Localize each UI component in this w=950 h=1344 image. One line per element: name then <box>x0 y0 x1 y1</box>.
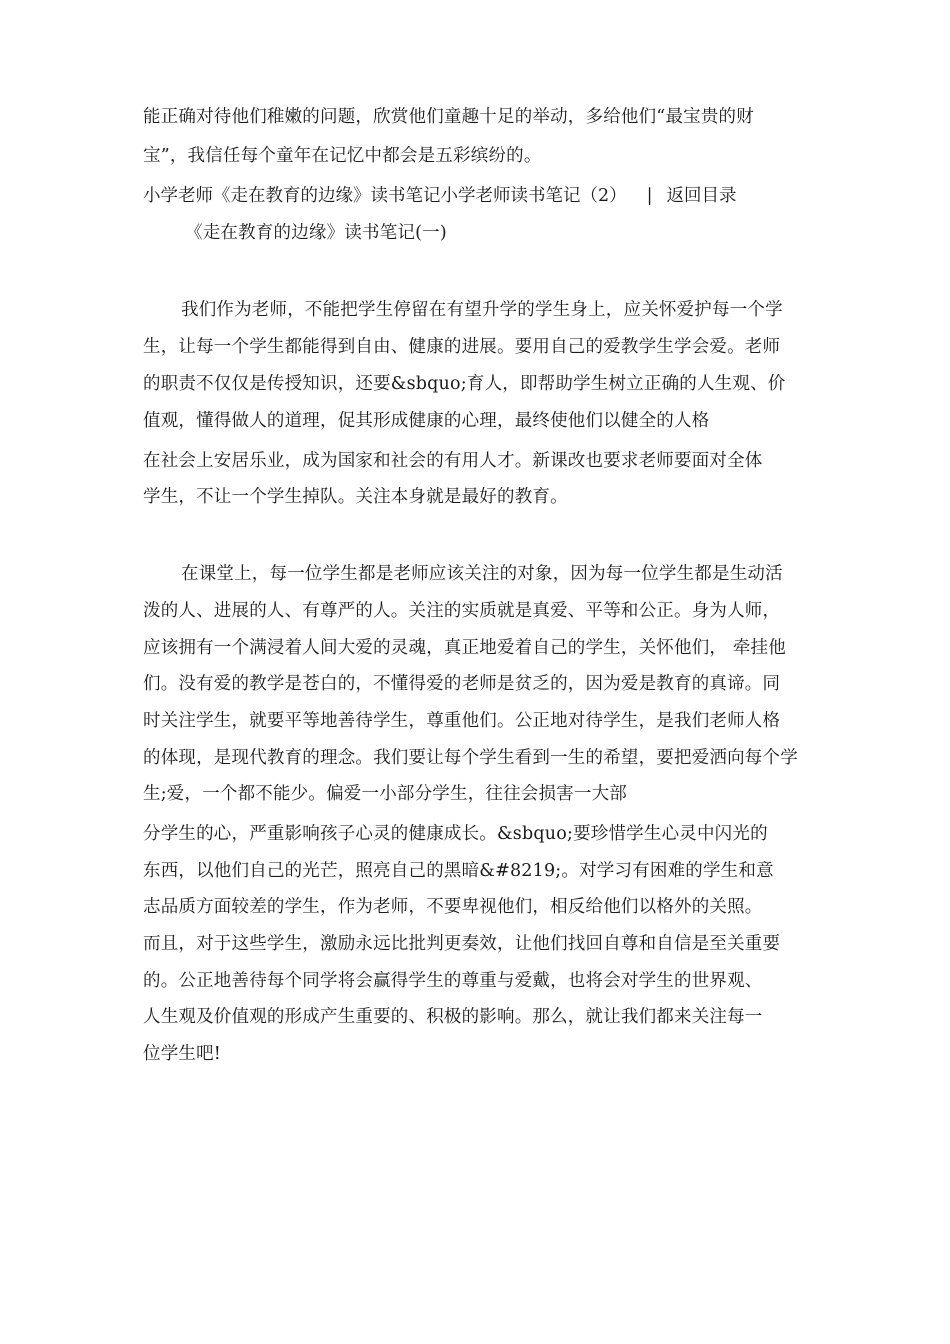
nav-separator: | <box>646 186 653 206</box>
paragraph-1-line: 值观，懂得做人的道理，促其形成健康的心理，最终使他们以健全的人格 <box>143 411 710 431</box>
paragraph-2-line: 应该拥有一个满浸着人间大爱的灵魂，真正地爱着自己的学生，关怀他们， 牵挂他 <box>143 638 786 658</box>
paragraph-2-line: 时关注学生，就要平等地善待学生，尊重他们。公正地对待学生，是我们老师人格 <box>143 711 781 731</box>
paragraph-2-line: 的体现，是现代教育的理念。我们要让每个学生看到一生的希望，要把爱洒向每个学 <box>143 748 798 768</box>
paragraph-2-line: 泼的人、进展的人、有尊严的人。关注的实质就是真爱、平等和公正。身为人师， <box>143 601 781 621</box>
paragraph-2-line: 志品质方面较差的学生，作为老师，不要卑视他们，相反给他们以格外的关照。 <box>143 897 763 917</box>
paragraph-2-line: 在课堂上，每一位学生都是老师应该关注的对象，因为每一位学生都是生动活 <box>181 564 783 584</box>
paragraph-2-line: 而且，对于这些学生，激励永远比批判更奏效，让他们找回自尊和自信是至关重要 <box>143 934 781 954</box>
section-subtitle: 《走在教育的边缘》读书笔记(一) <box>185 223 447 243</box>
article-title: 小学老师《走在教育的边缘》读书笔记小学老师读书笔记（2） <box>143 186 627 206</box>
intro-line-2: 宝”，我信任每个童年在记忆中都会是五彩缤纷的。 <box>143 146 542 166</box>
paragraph-2-line: 们。没有爱的教学是苍白的，不懂得爱的老师是贫乏的，因为爱是教育的真谛。同 <box>143 674 781 694</box>
article-nav <box>143 184 737 208</box>
back-to-toc-link[interactable]: 返回目录 <box>666 186 737 206</box>
paragraph-1-line: 我们作为老师，不能把学生停留在有望升学的学生身上，应关怀爱护每一个学 <box>181 300 783 320</box>
paragraph-2-line: 生;爱，一个都不能少。偏爱一小部分学生，往往会损害一大部 <box>143 784 627 804</box>
paragraph-1-line: 生，让每一个学生都能得到自由、健康的进展。要用自己的爱教学生学会爱。老师 <box>143 337 781 357</box>
intro-line-1: 能正确对待他们稚嫩的问题，欣赏他们童趣十足的举动，多给他们“最宝贵的财 <box>143 107 754 127</box>
paragraph-2-line: 人生观及价值观的形成产生重要的、积极的影响。那么，就让我们都来关注每一 <box>143 1007 763 1027</box>
paragraph-1-line: 学生，不让一个学生掉队。关注本身就是最好的教育。 <box>143 487 568 507</box>
paragraph-2-line: 的。公正地善待每个同学将会赢得学生的尊重与爱戴，也将会对学生的世界观、 <box>143 971 763 991</box>
paragraph-1-line: 的职责不仅仅是传授知识，还要&sbquo;育人，即帮助学生树立正确的人生观、价 <box>143 374 786 394</box>
paragraph-1-line: 在社会上安居乐业，成为国家和社会的有用人才。新课改也要求老师要面对全体 <box>143 451 763 471</box>
paragraph-2-line: 东西，以他们自己的光芒，照亮自己的黑暗&#8219;。对学习有困难的学生和意 <box>143 861 774 881</box>
paragraph-2-line: 位学生吧! <box>143 1044 222 1064</box>
paragraph-2-line: 分学生的心，严重影响孩子心灵的健康成长。&sbquo;要珍惜学生心灵中闪光的 <box>143 824 768 844</box>
